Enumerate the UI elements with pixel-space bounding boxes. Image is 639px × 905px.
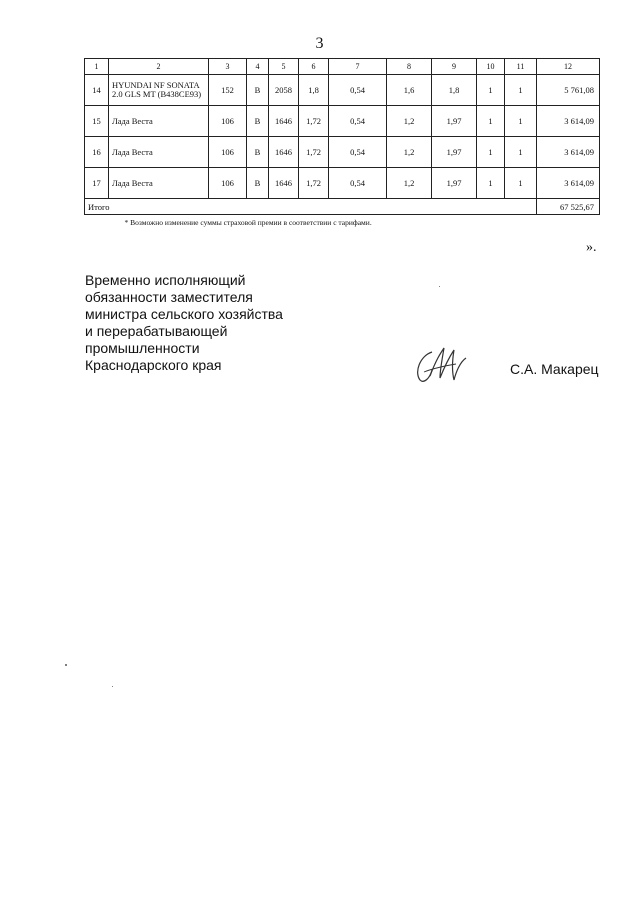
cell-amount: 5 761,08 — [537, 75, 600, 106]
col-header: 6 — [299, 59, 329, 75]
cell: 1 — [477, 137, 505, 168]
footnote: * Возможно изменение суммы страховой премии в соответствии с тарифами. — [85, 215, 600, 230]
cell-number: 17 — [85, 168, 109, 199]
col-header: 4 — [247, 59, 269, 75]
cell: 1646 — [269, 168, 299, 199]
cell-amount: 3 614,09 — [537, 137, 600, 168]
signoff-block — [85, 272, 345, 374]
cell: 1,6 — [387, 75, 432, 106]
cell: 1,8 — [432, 75, 477, 106]
col-header: 10 — [477, 59, 505, 75]
cell-number: 15 — [85, 106, 109, 137]
cell: 1,97 — [432, 168, 477, 199]
cell: 2058 — [269, 75, 299, 106]
cell: 1646 — [269, 106, 299, 137]
scan-speck — [439, 286, 440, 287]
cell: 1,72 — [299, 168, 329, 199]
cell: 1,97 — [432, 106, 477, 137]
col-header: 5 — [269, 59, 299, 75]
signoff-line: обязанности заместителя — [85, 289, 253, 305]
table-row — [85, 168, 600, 199]
cell: 1 — [505, 75, 537, 106]
cell: В — [247, 168, 269, 199]
signer-name: С.А. Макарец — [510, 361, 599, 377]
cell: В — [247, 106, 269, 137]
closing-quote: ». — [586, 240, 597, 255]
cell: 1,2 — [387, 168, 432, 199]
col-header: 12 — [537, 59, 600, 75]
cell: 1646 — [269, 137, 299, 168]
cell-amount: 3 614,09 — [537, 106, 600, 137]
cell: 1,8 — [299, 75, 329, 106]
cell: 1,97 — [432, 137, 477, 168]
cell: В — [247, 75, 269, 106]
cell: 0,54 — [329, 168, 387, 199]
col-header: 1 — [85, 59, 109, 75]
cell-vehicle: Лада Веста — [109, 106, 209, 137]
col-header: 11 — [505, 59, 537, 75]
cell: В — [247, 137, 269, 168]
cell: 1,72 — [299, 137, 329, 168]
cell-number: 16 — [85, 137, 109, 168]
cell-vehicle: HYUNDAI NF SONATA 2.0 GLS MT (В438СЕ93) — [109, 75, 209, 106]
table-header-row — [85, 59, 600, 75]
cell: 1 — [477, 75, 505, 106]
cell: 1 — [477, 106, 505, 137]
signoff-line: Краснодарского края — [85, 357, 222, 373]
signoff-line: министра сельского хозяйства — [85, 306, 283, 322]
table-row — [85, 106, 600, 137]
col-header: 2 — [109, 59, 209, 75]
scan-speck — [65, 664, 67, 666]
cell: 1 — [477, 168, 505, 199]
cell-vehicle: Лада Веста — [109, 168, 209, 199]
cell: 106 — [209, 168, 247, 199]
cell-amount: 3 614,09 — [537, 168, 600, 199]
insurance-table — [84, 58, 600, 229]
total-label: Итого — [85, 199, 537, 215]
col-header: 3 — [209, 59, 247, 75]
cell: 0,54 — [329, 137, 387, 168]
cell: 1,2 — [387, 137, 432, 168]
table-row — [85, 75, 600, 106]
cell: 1 — [505, 106, 537, 137]
signoff-line: и перерабатывающей — [85, 323, 228, 339]
signoff-line: промышленности — [85, 340, 200, 356]
total-row — [85, 199, 600, 215]
footnote-row — [85, 215, 600, 230]
cell: 1,2 — [387, 106, 432, 137]
col-header: 8 — [387, 59, 432, 75]
cell: 1 — [505, 137, 537, 168]
cell: 0,54 — [329, 106, 387, 137]
scan-speck — [112, 686, 113, 687]
table-row — [85, 137, 600, 168]
cell-number: 14 — [85, 75, 109, 106]
cell: 0,54 — [329, 75, 387, 106]
total-value: 67 525,67 — [537, 199, 600, 215]
cell: 106 — [209, 137, 247, 168]
cell: 106 — [209, 106, 247, 137]
signoff-line: Временно исполняющий — [85, 272, 246, 288]
col-header: 9 — [432, 59, 477, 75]
cell: 1 — [505, 168, 537, 199]
handwritten-signature — [410, 342, 470, 386]
col-header: 7 — [329, 59, 387, 75]
cell-vehicle: Лада Веста — [109, 137, 209, 168]
page-number: 3 — [315, 35, 324, 52]
cell: 1,72 — [299, 106, 329, 137]
cell: 152 — [209, 75, 247, 106]
